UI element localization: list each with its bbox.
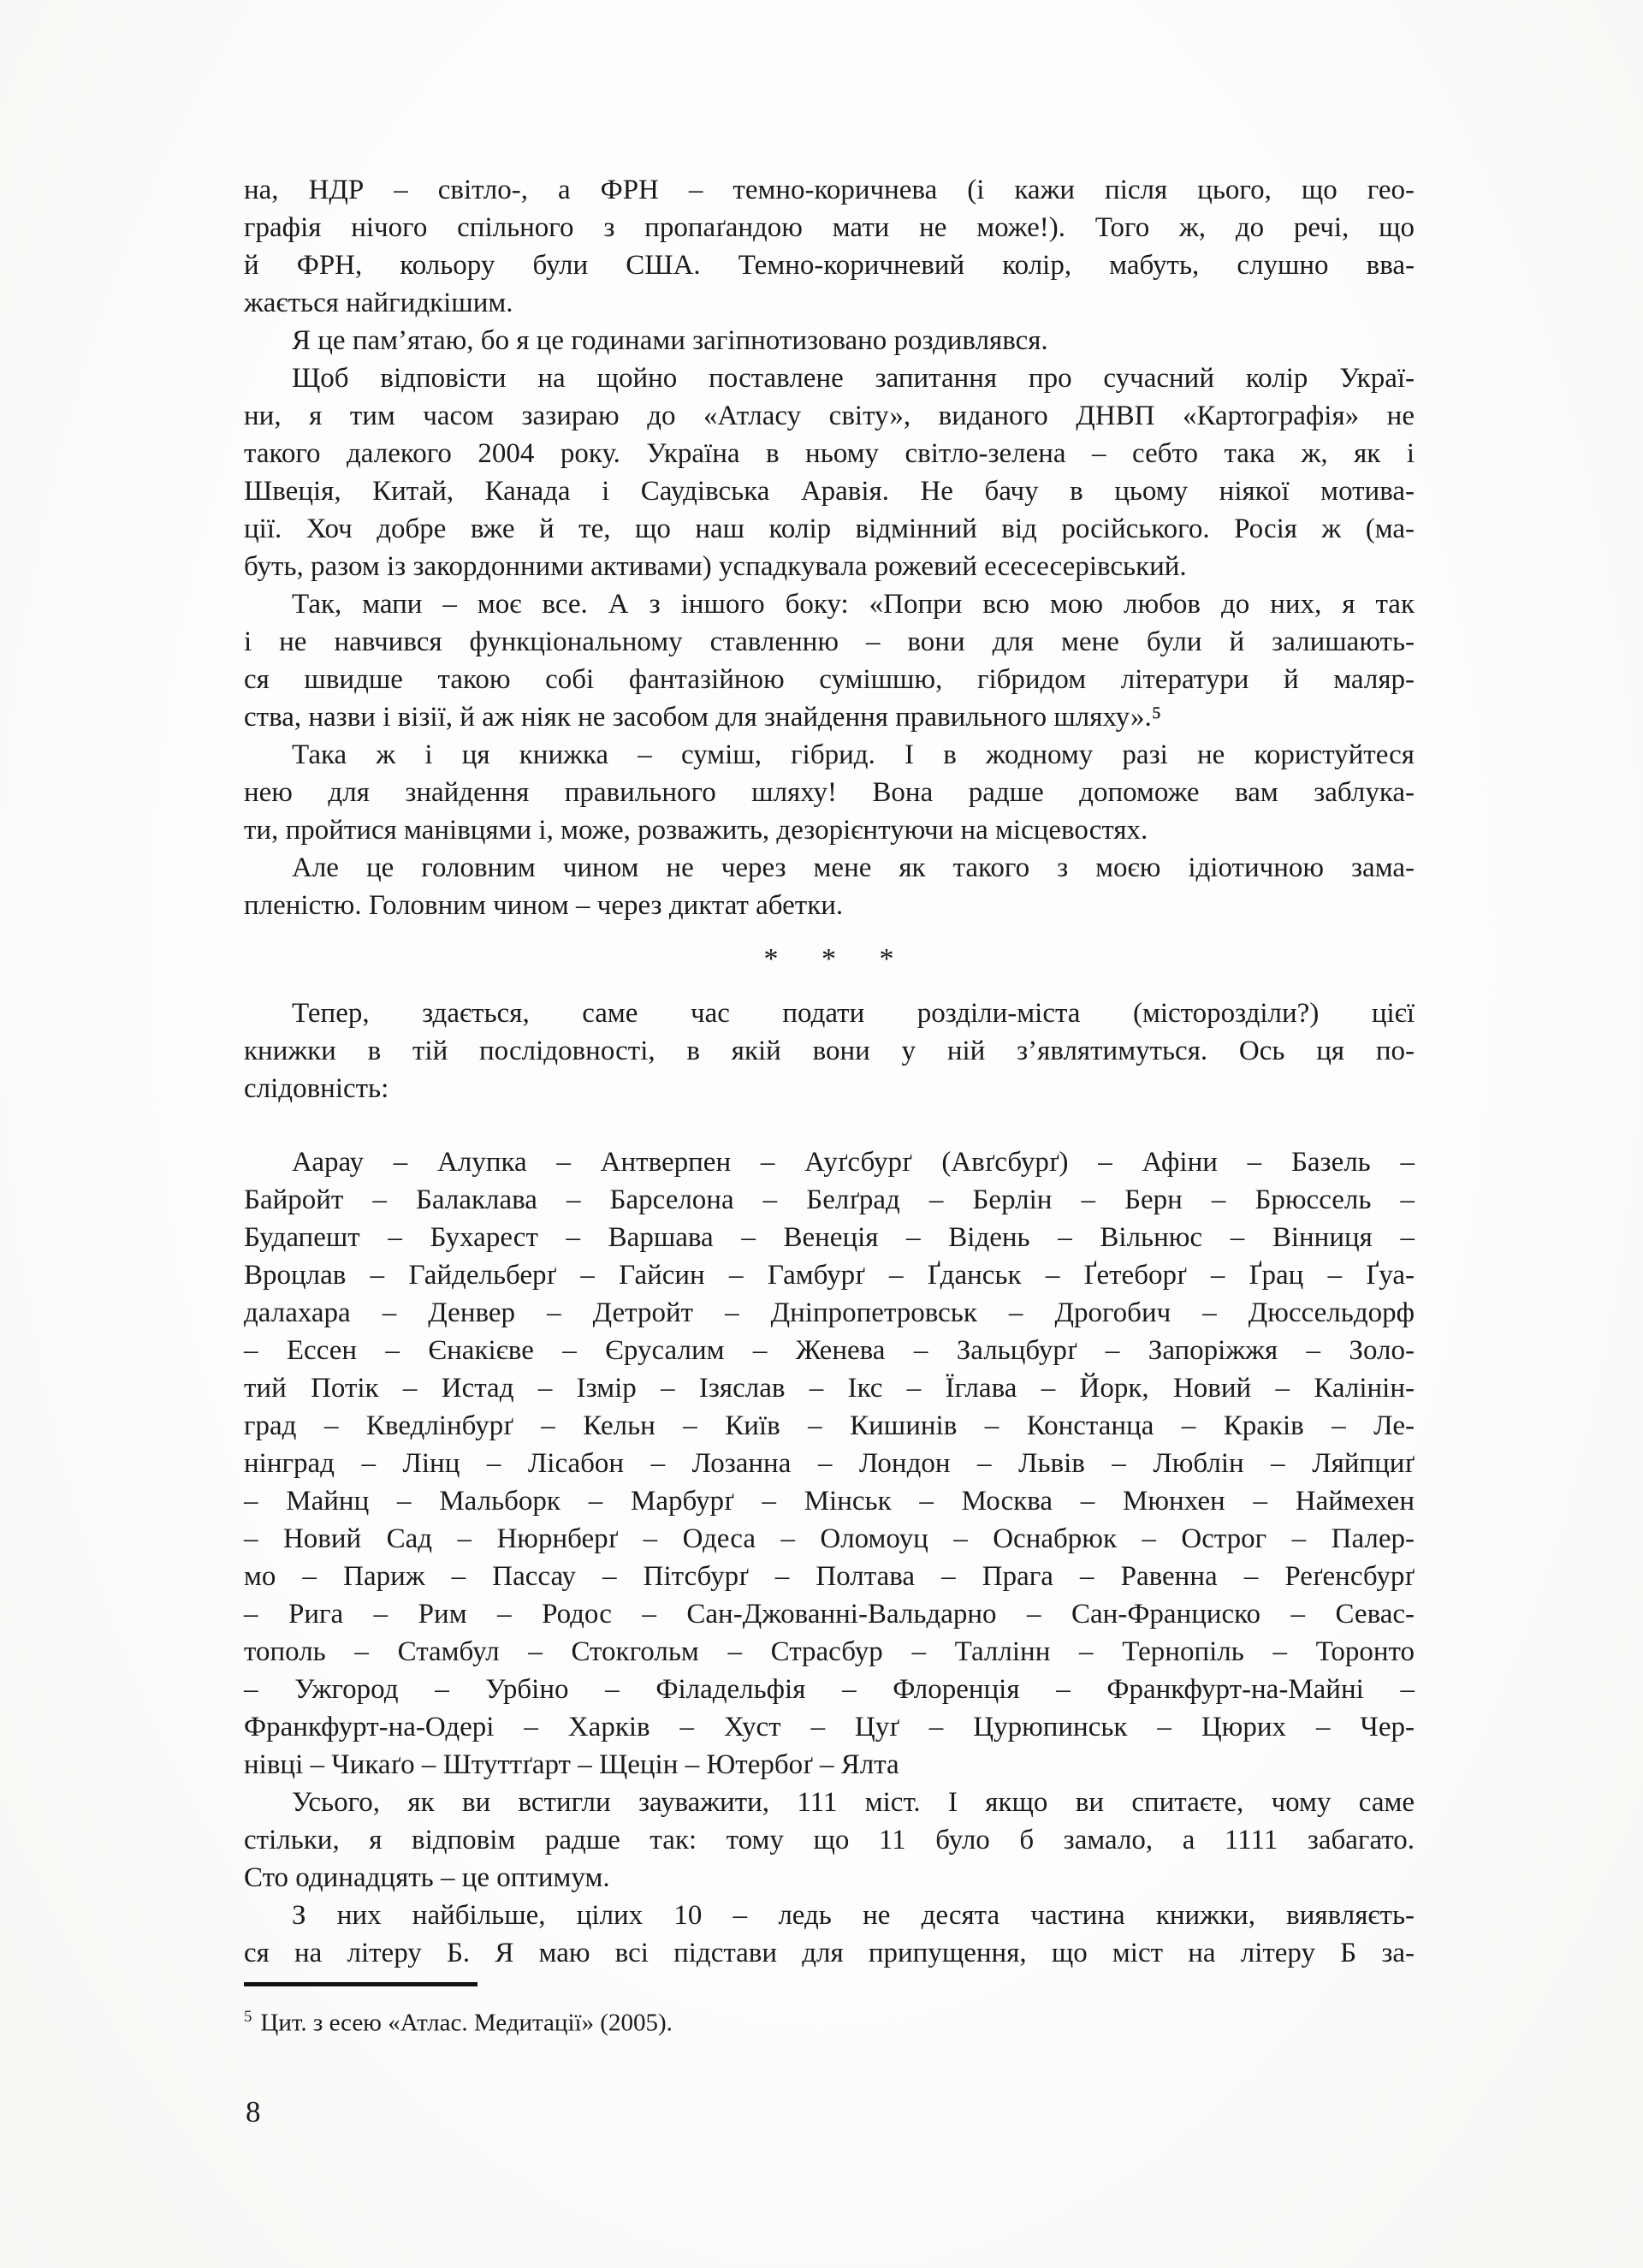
text-line: – Ессен – Єнакієве – Єрусалим – Женева – Зальцбурґ – Запоріжжя – Золо-: [244, 1335, 1415, 1366]
text-line: Така ж і ця книжка – суміш, гібрид. І в жодному разі не користуйтеся: [292, 739, 1415, 770]
text-line: ся на літеру Б. Я маю всі підстави для припущення, що міст на літеру Б за-: [244, 1938, 1415, 1968]
paragraph: [244, 322, 1415, 359]
text-line: Усього, як ви встигли зауважити, 111 міст. І якщо ви спитаєте, чому саме: [292, 1787, 1415, 1818]
paragraph: [244, 994, 1415, 1107]
paragraph: [244, 585, 1415, 736]
text-line: Сто одинадцять – це оптимум.: [244, 1862, 610, 1893]
text-line: графія нічого спільного з пропаґандою мати не може!). Того ж, до речі, що: [244, 212, 1415, 243]
text-line: нінград – Лінц – Лісабон – Лозанна – Лондон – Львів – Люблін – Ляйпциґ: [244, 1448, 1415, 1479]
footnote-separator-rule: [244, 1982, 477, 1986]
text-line: Аарау – Алупка – Антверпен – Ауґсбурґ (Авґсбурґ) – Афіни – Базель –: [292, 1147, 1415, 1178]
paragraph: [244, 1897, 1415, 1972]
text-line: Тепер, здається, саме час подати розділи-міста (місторозділи?) цієї: [292, 998, 1415, 1029]
text-section-after-divider: [244, 994, 1415, 1972]
text-line: тополь – Стамбул – Стокгольм – Страсбур – Таллінн – Тернопіль – Торонто: [244, 1636, 1415, 1667]
paragraph: [244, 171, 1415, 322]
text-line: Щоб відповісти на щойно поставлене запитання про сучасний колір Украї-: [292, 363, 1415, 394]
text-line: тий Потік – Истад – Ізмір – Ізяслав – Ікс – Їглава – Йорк, Новий – Калінін-: [244, 1373, 1415, 1404]
text-line: на, НДР – світло-, а ФРН – темно-коричнева (і кажи після цього, що гео-: [244, 175, 1415, 205]
text-line: буть, разом із закордонними активами) успадкувала рожевий есесесерівський.: [244, 551, 1187, 582]
text-line: Вроцлав – Гайдельберґ – Гайсин – Гамбурґ – Ґданськ – Ґетеборґ – Ґрац – Ґуа-: [244, 1260, 1415, 1291]
paragraph: [244, 359, 1415, 585]
text-line: Франкфурт-на-Одері – Харків – Хуст – Цуґ – Цурюпинськ – Цюрих – Чер-: [244, 1712, 1415, 1743]
text-line: ції. Хоч добре вже й те, що наш колір відмінний від російського. Росія ж (ма-: [244, 514, 1415, 544]
text-line: Швеція, Китай, Канада і Саудівська Аравія. Не бачу в цьому ніякої мотива-: [244, 476, 1415, 507]
paragraph: [244, 1784, 1415, 1897]
asterisk-divider: * * *: [763, 943, 895, 975]
text-line: книжки в тій послідовності, в якій вони у ній з’являтимуться. Ось ця по-: [244, 1036, 1415, 1066]
text-line: – Майнц – Мальборк – Марбурґ – Мінськ – Москва – Мюнхен – Наймехен: [244, 1486, 1415, 1517]
page-text-block: [244, 171, 1415, 1972]
page-number: 8: [246, 2095, 261, 2128]
paragraph: [244, 1143, 1415, 1784]
footnote-text: Цит. з есею «Атлас. Медитації» (2005).: [260, 2009, 673, 2037]
text-line: ни, я тим часом зазираю до «Атласу світу», виданого ДНВП «Картографія» не: [244, 401, 1415, 431]
text-line: такого далекого 2004 року. Україна в ньому світло-зелена – себто така ж, як і: [244, 438, 1415, 469]
text-line: і не навчився функціональному ставленню – вони для мене були й залишають-: [244, 626, 1415, 657]
text-line: З них найбільше, цілих 10 – ледь не десята частина книжки, виявляєть-: [292, 1900, 1415, 1931]
text-line: ся швидше такою собі фантазійною сумішшю, гібридом літератури й маляр-: [244, 664, 1415, 695]
paragraph: [244, 849, 1415, 924]
footnote: [244, 2001, 673, 2039]
text-section-before-divider: [244, 171, 1415, 924]
text-line: Будапешт – Бухарест – Варшава – Венеція – Відень – Вільнюс – Вінниця –: [244, 1222, 1415, 1253]
text-line: стільки, я відповім радше так: тому що 11 було б замало, а 1111 забагато.: [244, 1825, 1415, 1855]
text-line: – Рига – Рим – Родос – Сан-Джованні-Вальдарно – Сан-Франциско – Севас-: [244, 1599, 1415, 1630]
text-line: нівці – Чикаґо – Штуттґарт – Щецін – Ютербоґ – Ялта: [244, 1749, 899, 1780]
text-line: пленістю. Головним чином – через диктат абетки.: [244, 890, 844, 921]
text-line: Так, мапи – моє все. А з іншого боку: «Попри всю мою любов до них, я так: [292, 589, 1415, 620]
text-line: ти, пройтися манівцями і, може, розважить, дезорієнтуючи на місцевостях.: [244, 815, 1148, 846]
text-line: Я це пам’ятаю, бо я це годинами загіпнотизовано роздивлявся.: [292, 325, 1048, 356]
text-line: далахара – Денвер – Детройт – Дніпропетровськ – Дрогобич – Дюссельдорф: [244, 1297, 1415, 1328]
footnote-marker: 5: [244, 2008, 252, 2026]
text-line: – Новий Сад – Нюрнберґ – Одеса – Оломоуц – Оснабрюк – Острог – Палер-: [244, 1523, 1415, 1554]
text-line: жається найгидкішим.: [244, 288, 513, 318]
text-line: й ФРН, кольору були США. Темно-коричневий колір, мабуть, слушно вва-: [244, 250, 1415, 281]
text-line: град – Кведлінбурґ – Кельн – Київ – Кишинів – Констанца – Краків – Ле-: [244, 1410, 1415, 1441]
text-line: Але це головним чином не через мене як такого з моєю ідіотичною зама-: [292, 852, 1415, 883]
text-line: – Ужгород – Урбіно – Філадельфія – Флоренція – Франкфурт-на-Майні –: [244, 1674, 1415, 1705]
paragraph: [244, 736, 1415, 849]
text-line: нею для знайдення правильного шляху! Вона радше допоможе вам заблука-: [244, 777, 1415, 808]
text-line: слідовність:: [244, 1073, 389, 1104]
text-line: Байройт – Балаклава – Барселона – Белґрад – Берлін – Берн – Брюссель –: [244, 1184, 1415, 1215]
text-line: ства, назви і візії, й аж ніяк не засобом для знайдення правильного шляху».⁵: [244, 702, 1162, 733]
text-line: мо – Париж – Пассау – Пітсбурґ – Полтава – Прага – Равенна – Реґенсбурґ: [244, 1561, 1415, 1592]
